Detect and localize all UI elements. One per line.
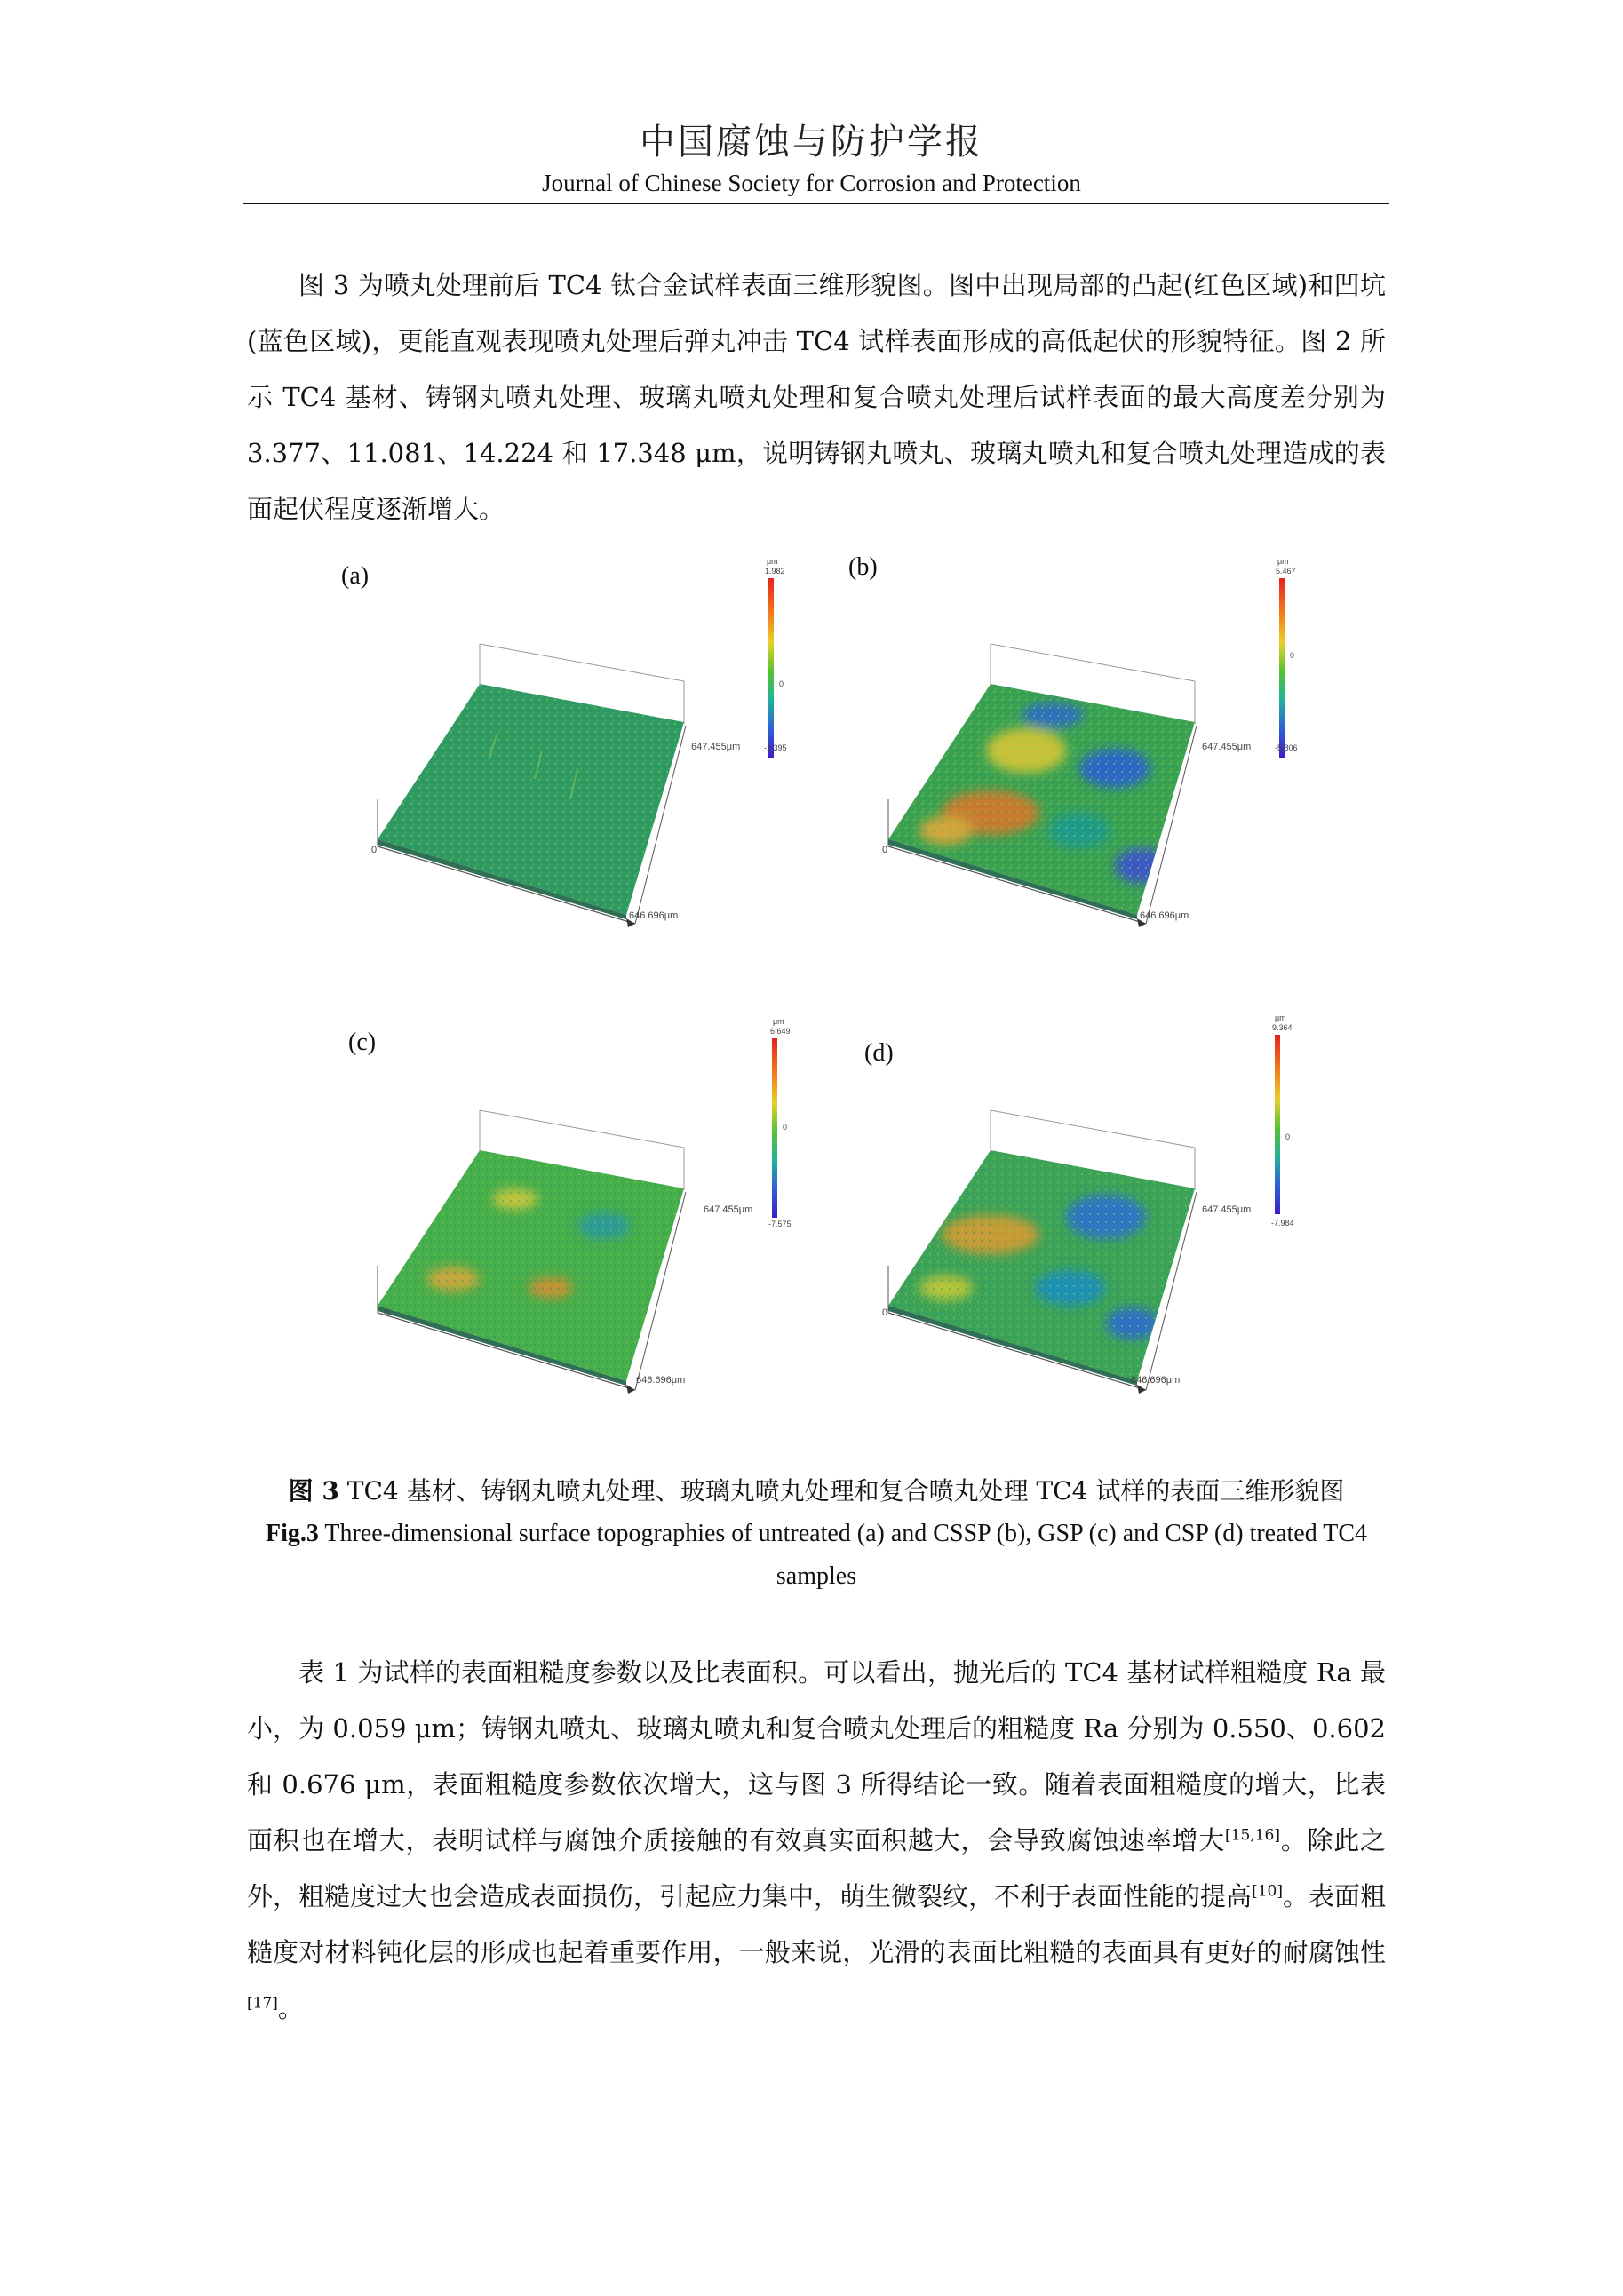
- figure-panel-c: [338, 1013, 792, 1394]
- origin-label-a: 0: [371, 845, 378, 855]
- figure-caption-cn-text: TC4 基材、铸钢丸喷丸处理、玻璃丸喷丸处理和复合喷丸处理 TC4 试样的表面三维形貌图: [338, 1476, 1345, 1506]
- colorbar-max-a: 1.982: [765, 567, 785, 576]
- paragraph-1: [247, 258, 1386, 537]
- colorbar-d: [1275, 1035, 1280, 1214]
- colorbar-min-d: -7.984: [1271, 1219, 1294, 1227]
- figure-caption-en-text: Three-dimensional surface topographies of untreated (a) and CSSP (b), GSP (c) and CSP (d) treated TC4 samples: [318, 1520, 1368, 1590]
- panel-label-a: (a): [341, 562, 370, 590]
- colorbar-unit-b: μm: [1277, 557, 1289, 566]
- colorbar-unit-c: μm: [773, 1017, 784, 1026]
- journal-title-en: Journal of Chinese Society for Corrosion and Protection: [542, 170, 1081, 196]
- y-extent-label-a: 647.455μm: [691, 742, 741, 752]
- origin-label-d: 0: [882, 1307, 888, 1318]
- colorbar-unit-d: μm: [1275, 1013, 1286, 1022]
- y-extent-label-b: 647.455μm: [1202, 742, 1252, 752]
- paragraph-2-text: [247, 1645, 1386, 2037]
- panel-label-c: (c): [348, 1029, 377, 1056]
- colorbar-max-d: 9.364: [1272, 1023, 1293, 1032]
- colorbar-zero-d: 0: [1285, 1132, 1291, 1141]
- y-extent-label-c: 647.455μm: [704, 1204, 753, 1215]
- surface-plot-b: [848, 546, 1293, 928]
- colorbar-min-a: -1.395: [764, 743, 787, 752]
- surface-plot-c: [338, 1013, 782, 1394]
- x-extent-label-d: 646.696μm: [1131, 1375, 1181, 1386]
- figure-caption-en-prefix: Fig.3: [265, 1520, 319, 1547]
- colorbar-a: [768, 578, 774, 758]
- paragraph-2-part-3: 。表面粗糙度对材料钝化层的形成也起着重要作用，一般来说，光滑的表面比粗糙的表面具有更好的耐腐蚀性: [247, 1881, 1386, 1967]
- panel-label-d: (d): [864, 1039, 894, 1067]
- colorbar-zero-b: 0: [1290, 651, 1295, 660]
- surface-plot-a: [338, 546, 782, 928]
- colorbar-c: [772, 1038, 777, 1218]
- panel-label-b: (b): [848, 553, 878, 581]
- journal-title-cn: 中国腐蚀与防护学报: [640, 122, 983, 163]
- colorbar-min-c: -7.575: [768, 1220, 792, 1228]
- colorbar-b: [1279, 578, 1285, 758]
- y-extent-label-d: 647.455μm: [1202, 1204, 1252, 1215]
- colorbar-zero-a: 0: [779, 679, 784, 688]
- figure-caption-cn: [247, 1470, 1386, 1513]
- paragraph-2-part-2: 。除此之外，粗糙度过大也会造成表面损伤，引起应力集中，萌生微裂纹，不利于表面性能的提高: [247, 1825, 1386, 1911]
- colorbar-min-b: -5.806: [1275, 743, 1298, 752]
- citation-10[interactable]: [10]: [1252, 1882, 1283, 1901]
- x-extent-label-a: 646.696μm: [629, 910, 679, 921]
- figure-caption-cn-prefix: 图 3: [288, 1476, 339, 1506]
- origin-label-b: 0: [882, 845, 888, 855]
- figure-panel-d: [848, 1013, 1293, 1394]
- origin-label-c: 0: [384, 1307, 390, 1318]
- paragraph-2: [247, 1645, 1386, 2037]
- x-extent-label-b: 646.696μm: [1140, 910, 1189, 921]
- journal-header: [0, 114, 1623, 197]
- citation-17[interactable]: [17]: [247, 1994, 278, 2013]
- figure-caption: [247, 1470, 1386, 1598]
- citation-15-16[interactable]: [15,16]: [1225, 1826, 1280, 1845]
- x-extent-label-c: 646.696μm: [636, 1375, 686, 1386]
- colorbar-unit-a: μm: [767, 557, 778, 566]
- figure-panel-a: [338, 546, 787, 928]
- paragraph-1-text: 图 3 为喷丸处理前后 TC4 钛合金试样表面三维形貌图。图中出现局部的凸起(红色区域)和凹坑(蓝色区域)，更能直观表现喷丸处理后弹丸冲击 TC4 试样表面形成的高低起伏的形貌特征。图 2 所示 TC4 基材、铸钢丸喷丸处理、玻璃丸喷丸处理和复合喷丸处理后试样表面的最大高度差分别为 3.377、11.081、14.224 和 17.348 μm，说明铸钢丸喷丸、玻璃丸喷丸和复合喷丸处理造成的表面起伏程度逐渐增大。: [247, 270, 1386, 524]
- colorbar-max-c: 6.649: [770, 1027, 791, 1036]
- colorbar-zero-c: 0: [783, 1123, 788, 1132]
- paragraph-2-part-4: 。: [277, 1993, 304, 2023]
- figure-caption-en: [247, 1513, 1386, 1598]
- figure-panel-b: [848, 546, 1298, 928]
- surface-plot-d: [848, 1013, 1293, 1394]
- colorbar-max-b: 5.467: [1276, 567, 1296, 576]
- header-divider: [243, 203, 1389, 204]
- paragraph-2-part-1: 表 1 为试样的表面粗糙度参数以及比表面积。可以看出，抛光后的 TC4 基材试样粗糙度 Ra 最小，为 0.059 μm；铸钢丸喷丸、玻璃丸喷丸和复合喷丸处理后的粗糙度 Ra 分别为 0.550、0.602 和 0.676 μm，表面粗糙度参数依次增大，这与图 3 所得结论一致。随着表面粗糙度的增大，比表面积也在增大，表明试样与腐蚀介质接触的有效真实面积越大，会导致腐蚀速率增大: [247, 1657, 1386, 1855]
